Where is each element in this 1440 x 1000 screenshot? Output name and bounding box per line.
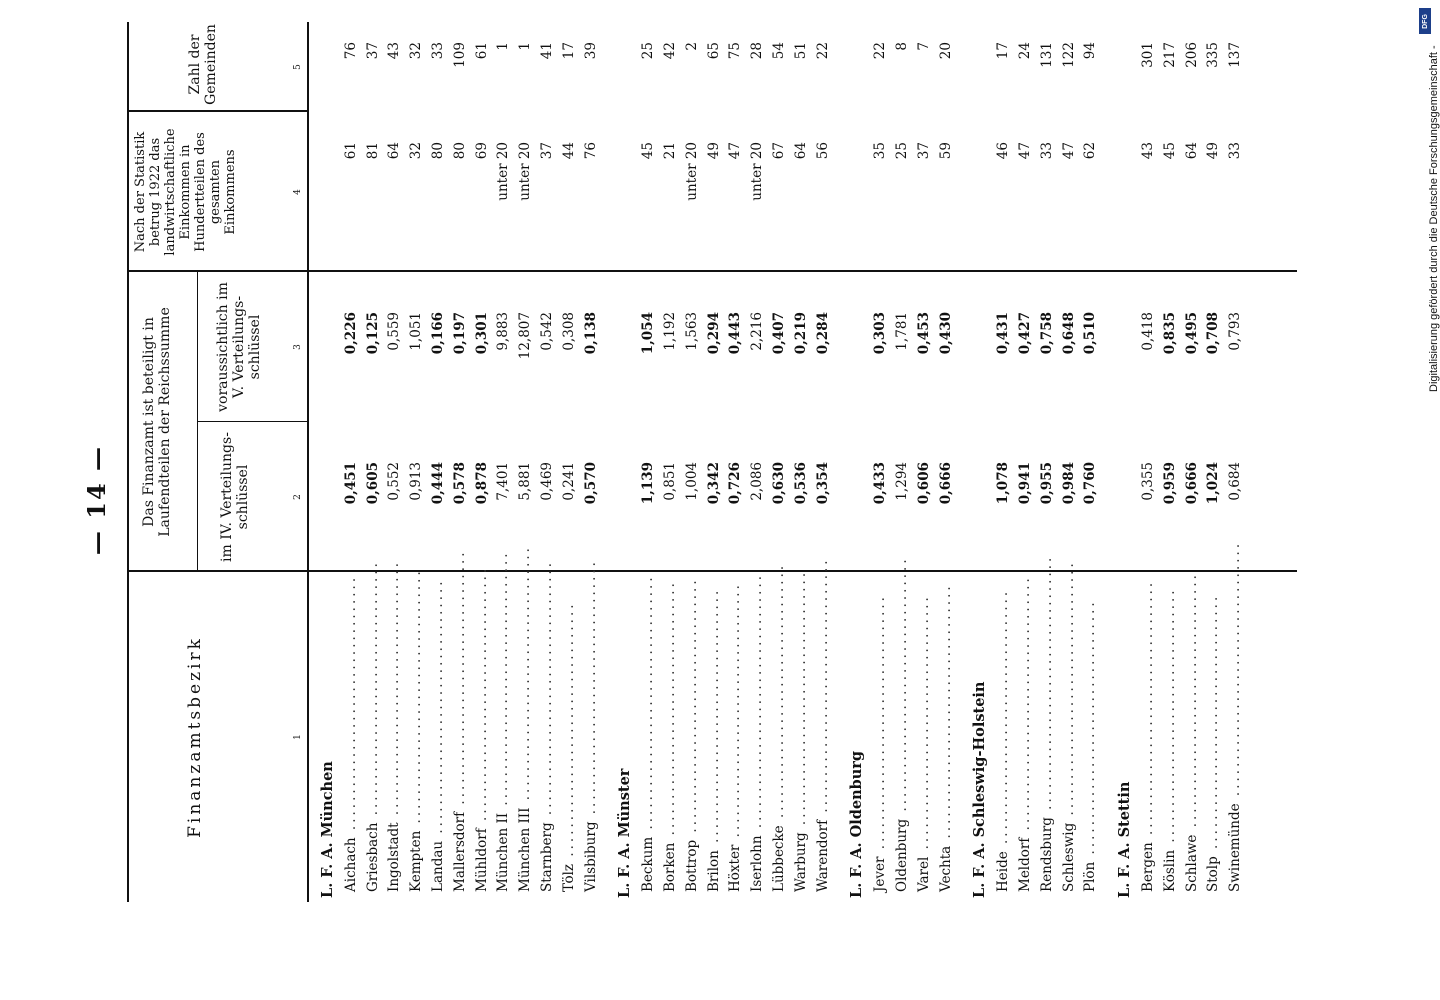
value-col5: 33 [430, 42, 446, 60]
table-row [539, 22, 560, 902]
value-col3: 9,883 [495, 312, 512, 351]
value-col2: 0,913 [408, 462, 425, 501]
value-col3: 0,418 [1140, 312, 1156, 351]
value-col5: 28 [749, 42, 766, 60]
table-row [561, 22, 582, 902]
colnum-5: 5 [293, 64, 303, 70]
header-col3: voraussichtlich im V. Verteilungs-schlüssel [215, 282, 263, 412]
value-col5: 109 [451, 42, 468, 68]
district-name: Brilon ................................... [705, 587, 722, 892]
value-col3: 0,166 [430, 312, 446, 355]
header-group-title: Das Finanzamt ist beteiligt in Laufendteilen der Reichssumme [141, 307, 173, 537]
value-col4: 32 [408, 142, 425, 160]
header-col4: Nach der Statistik betrug 1922 das landwirtschaftliche Einkommen in Hundertteilen des gesamten Einkommens [133, 128, 238, 256]
table-row [408, 22, 429, 902]
group-title: L. F. A. Stettin [1116, 781, 1134, 898]
table-row [706, 22, 727, 902]
district-name: Griesbach ................................... [364, 560, 381, 892]
value-col5: 8 [894, 42, 910, 51]
value-col5: 122 [1060, 42, 1077, 68]
table-row [1017, 22, 1038, 902]
table-row [872, 22, 893, 902]
value-col3: 0,708 [1205, 312, 1222, 355]
value-col4: 49 [1205, 142, 1222, 160]
district-name: Vilsbiburg ................................... [582, 559, 599, 892]
colnum-1: 1 [293, 734, 303, 740]
table-row [495, 22, 516, 902]
value-col2: 0,630 [771, 462, 787, 505]
page-number: — 14 — [82, 444, 111, 556]
value-col4: unter 20 [749, 142, 766, 201]
value-col3: 0,430 [937, 312, 954, 355]
table-row [684, 22, 705, 902]
value-col5: 137 [1227, 42, 1244, 68]
value-col3: 12,807 [517, 312, 534, 360]
value-col2: 2,086 [749, 462, 766, 501]
value-col4: 45 [1161, 142, 1178, 160]
value-col4: 76 [582, 142, 599, 160]
value-col4: 33 [1038, 142, 1055, 160]
value-col2: 7,401 [495, 462, 512, 501]
value-col5: 22 [872, 42, 889, 60]
value-col2: 0,469 [539, 462, 555, 501]
value-col2: 0,955 [1038, 462, 1055, 505]
district-name: München III ................................... [517, 545, 534, 892]
district-name: Stolp ................................... [1205, 593, 1222, 892]
statistics-table [127, 22, 1307, 902]
value-col4: 80 [430, 142, 446, 160]
value-col5: 131 [1038, 42, 1055, 68]
district-name: Aichach ................................... [342, 574, 359, 892]
value-col2: 0,666 [1183, 462, 1200, 505]
district-name: Tölz ................................... [560, 601, 577, 892]
value-col4: 64 [792, 142, 809, 160]
col-separator-4 [127, 110, 307, 112]
value-col4: unter 20 [683, 142, 700, 201]
value-col3: 0,303 [872, 312, 889, 355]
value-col5: 32 [408, 42, 425, 60]
value-col2: 0,726 [727, 462, 744, 505]
district-name: Ingolstadt ................................... [386, 559, 403, 892]
value-col2: 0,760 [1082, 462, 1099, 505]
group-title: L. F. A. Schleswig-Holstein [971, 681, 989, 898]
value-col5: 51 [792, 42, 809, 60]
district-name: Heide ................................... [995, 588, 1012, 892]
value-col3: 0,219 [792, 312, 809, 355]
district-name: Warburg ................................... [792, 569, 809, 892]
value-col3: 2,216 [749, 312, 766, 351]
value-col3: 0,758 [1038, 312, 1055, 355]
value-col3: 0,407 [771, 312, 787, 355]
value-col4: unter 20 [517, 142, 534, 201]
value-col3: 1,781 [894, 312, 910, 351]
value-col2: 0,354 [814, 462, 831, 505]
district-name: Mühldorf ................................... [473, 565, 490, 892]
value-col2: 0,578 [451, 462, 468, 505]
table-row [793, 22, 814, 902]
district-name: Schlawe ................................... [1183, 572, 1200, 892]
value-col4: 69 [473, 142, 490, 160]
value-col2: 5,881 [517, 462, 534, 501]
table-row [815, 22, 836, 902]
district-name: Iserlohn ................................... [749, 572, 766, 892]
value-col4: 43 [1140, 142, 1156, 160]
value-col3: 0,559 [386, 312, 403, 351]
value-col5: 17 [995, 42, 1012, 60]
table-row [1184, 22, 1205, 902]
table-row [640, 22, 661, 902]
value-col2: 0,241 [560, 462, 577, 501]
value-col5: 217 [1161, 42, 1178, 68]
table-row [452, 22, 473, 902]
table-row [916, 22, 937, 902]
value-col3: 0,793 [1227, 312, 1244, 351]
value-col3: 0,431 [995, 312, 1012, 355]
table-row [894, 22, 915, 902]
group-title: L. F. A. München [319, 761, 336, 898]
table-row [517, 22, 538, 902]
value-col5: 43 [386, 42, 403, 60]
value-col3: 0,835 [1161, 312, 1178, 355]
value-col4: 45 [640, 142, 657, 160]
value-col4: 67 [771, 142, 787, 160]
table-row [474, 22, 495, 902]
value-col3: 0,495 [1183, 312, 1200, 355]
table-row [1227, 22, 1248, 902]
table-row [1039, 22, 1060, 902]
district-name: Varel ................................... [915, 594, 932, 892]
value-col5: 76 [342, 42, 359, 60]
district-name: München II ................................... [495, 550, 512, 892]
table-row [1082, 22, 1103, 902]
value-col4: 56 [814, 142, 831, 160]
value-col2: 0,606 [915, 462, 932, 505]
value-col2: 0,444 [430, 462, 446, 505]
value-col2: 1,078 [995, 462, 1012, 505]
table-row [995, 22, 1016, 902]
table-row [662, 22, 683, 902]
value-col2: 0,451 [342, 462, 359, 505]
value-col2: 0,666 [937, 462, 954, 505]
table-row [938, 22, 959, 902]
district-name: Bergen ................................... [1140, 579, 1156, 892]
value-col4: 33 [1227, 142, 1244, 160]
value-col3: 0,197 [451, 312, 468, 355]
header-col1: Finanzamtsbezirk [185, 636, 205, 838]
table-row [343, 22, 364, 902]
value-col2: 1,024 [1205, 462, 1222, 505]
district-name: Starnberg ................................... [539, 559, 555, 892]
district-name: Schleswig ................................... [1060, 560, 1077, 892]
value-col5: 42 [662, 42, 678, 60]
table-row [1205, 22, 1226, 902]
value-col3: 0,138 [582, 312, 599, 355]
district-name: Kempten ................................... [408, 568, 425, 892]
value-col2: 0,570 [582, 462, 599, 505]
table-row [386, 22, 407, 902]
header-col5: Zahl der Gemeinden [187, 24, 219, 105]
district-name: Plön ................................... [1082, 599, 1099, 892]
value-col5: 24 [1017, 42, 1033, 60]
group-title: L. F. A. Münster [616, 768, 634, 898]
value-col4: 81 [364, 142, 381, 160]
colnum-3: 3 [293, 344, 303, 350]
value-col2: 0,941 [1017, 462, 1033, 505]
value-col4: 35 [872, 142, 889, 160]
value-col5: 17 [560, 42, 577, 60]
value-col3: 0,510 [1082, 312, 1099, 355]
table-row [1162, 22, 1183, 902]
value-col5: 1 [495, 42, 512, 51]
table-row [1140, 22, 1161, 902]
value-col2: 0,605 [364, 462, 381, 505]
value-col3: 0,542 [539, 312, 555, 351]
group-header-rule [197, 272, 198, 572]
value-col4: 47 [1017, 142, 1033, 160]
value-col3: 0,648 [1060, 312, 1077, 355]
value-col3: 1,054 [640, 312, 657, 355]
col-separator-2 [197, 421, 307, 422]
value-col2: 0,536 [792, 462, 809, 505]
value-col4: 37 [915, 142, 932, 160]
value-col4: 64 [386, 142, 403, 160]
value-col5: 75 [727, 42, 744, 60]
value-col3: 0,125 [364, 312, 381, 355]
value-col2: 0,984 [1060, 462, 1077, 505]
value-col4: 47 [727, 142, 744, 160]
value-col2: 0,851 [662, 462, 678, 501]
group-title: L. F. A. Oldenburg [848, 750, 866, 898]
table-row [1061, 22, 1082, 902]
value-col2: 0,433 [872, 462, 889, 505]
value-col4: 21 [662, 142, 678, 160]
value-col2: 1,139 [640, 462, 657, 505]
table-row [583, 22, 604, 902]
table-top-rule [127, 22, 129, 902]
value-col5: 94 [1082, 42, 1099, 60]
table-row [727, 22, 748, 902]
district-name: Höxter ................................... [727, 582, 744, 892]
value-col4: 49 [705, 142, 722, 160]
value-col3: 0,453 [915, 312, 932, 355]
value-col4: 61 [342, 142, 359, 160]
value-col3: 0,284 [814, 312, 831, 355]
district-name: Vechta ................................... [937, 583, 954, 892]
value-col2: 0,684 [1227, 462, 1244, 501]
value-col5: 335 [1205, 42, 1222, 68]
value-col5: 206 [1183, 42, 1200, 68]
value-col4: 25 [894, 142, 910, 160]
value-col5: 41 [539, 42, 555, 60]
table-row [430, 22, 451, 902]
value-col3: 0,301 [473, 312, 490, 355]
district-name: Mallersdorf ................................... [451, 549, 468, 892]
value-col5: 1 [517, 42, 534, 51]
district-name: Beckum ................................... [640, 574, 657, 892]
value-col5: 25 [640, 42, 657, 60]
value-col5: 61 [473, 42, 490, 60]
value-col2: 0,355 [1140, 462, 1156, 501]
value-col3: 1,563 [683, 312, 700, 351]
value-col2: 0,878 [473, 462, 490, 505]
value-col3: 1,051 [408, 312, 425, 351]
district-name: Bottrop ................................... [683, 577, 700, 892]
value-col5: 65 [705, 42, 722, 60]
district-name: Jever ................................... [872, 594, 889, 892]
value-col5: 20 [937, 42, 954, 60]
value-col4: 37 [539, 142, 555, 160]
district-name: Borken ................................... [662, 580, 678, 892]
value-col5: 7 [915, 42, 932, 51]
table-row [365, 22, 386, 902]
table-row [749, 22, 770, 902]
district-name: Warendorf ................................... [814, 557, 831, 892]
colnum-4: 4 [293, 189, 303, 195]
digitization-note: Digitalisierung gefördert durch die Deutsche Forschungsgemeinschaft - [1428, 45, 1440, 392]
district-name: Rendsburg ................................... [1038, 554, 1055, 892]
value-col2: 0,552 [386, 462, 403, 501]
table-row [771, 22, 792, 902]
district-name: Lübbecke ................................... [771, 562, 787, 892]
value-col2: 0,959 [1161, 462, 1178, 505]
value-col5: 37 [364, 42, 381, 60]
value-col2: 1,294 [894, 462, 910, 501]
dfg-logo: DFG [1419, 8, 1431, 34]
value-col4: 44 [560, 142, 577, 160]
value-col5: 301 [1140, 42, 1156, 68]
value-col3: 1,192 [662, 312, 678, 351]
header-col2: im IV. Verteilungs-schlüssel [219, 432, 251, 562]
value-col5: 22 [814, 42, 831, 60]
value-col4: 46 [995, 142, 1012, 160]
value-col4: 47 [1060, 142, 1077, 160]
value-col3: 0,226 [342, 312, 359, 355]
value-col4: unter 20 [495, 142, 512, 201]
header-bottom-rule [307, 22, 309, 902]
colnum-2: 2 [293, 494, 303, 500]
value-col4: 64 [1183, 142, 1200, 160]
value-col2: 1,004 [683, 462, 700, 501]
value-col2: 0,342 [705, 462, 722, 505]
district-name: Oldenburg ................................... [894, 556, 910, 892]
district-name: Swinemünde ................................... [1227, 540, 1244, 892]
value-col4: 80 [451, 142, 468, 160]
district-name: Meldorf ................................... [1017, 575, 1033, 892]
value-col4: 59 [937, 142, 954, 160]
value-col3: 0,443 [727, 312, 744, 355]
district-name: Köslin ................................... [1161, 587, 1178, 892]
value-col5: 39 [582, 42, 599, 60]
value-col5: 2 [683, 42, 700, 51]
value-col3: 0,308 [560, 312, 577, 351]
district-name: Landau ................................... [430, 578, 446, 892]
value-col4: 62 [1082, 142, 1099, 160]
value-col3: 0,294 [705, 312, 722, 355]
value-col3: 0,427 [1017, 312, 1033, 355]
value-col5: 54 [771, 42, 787, 60]
